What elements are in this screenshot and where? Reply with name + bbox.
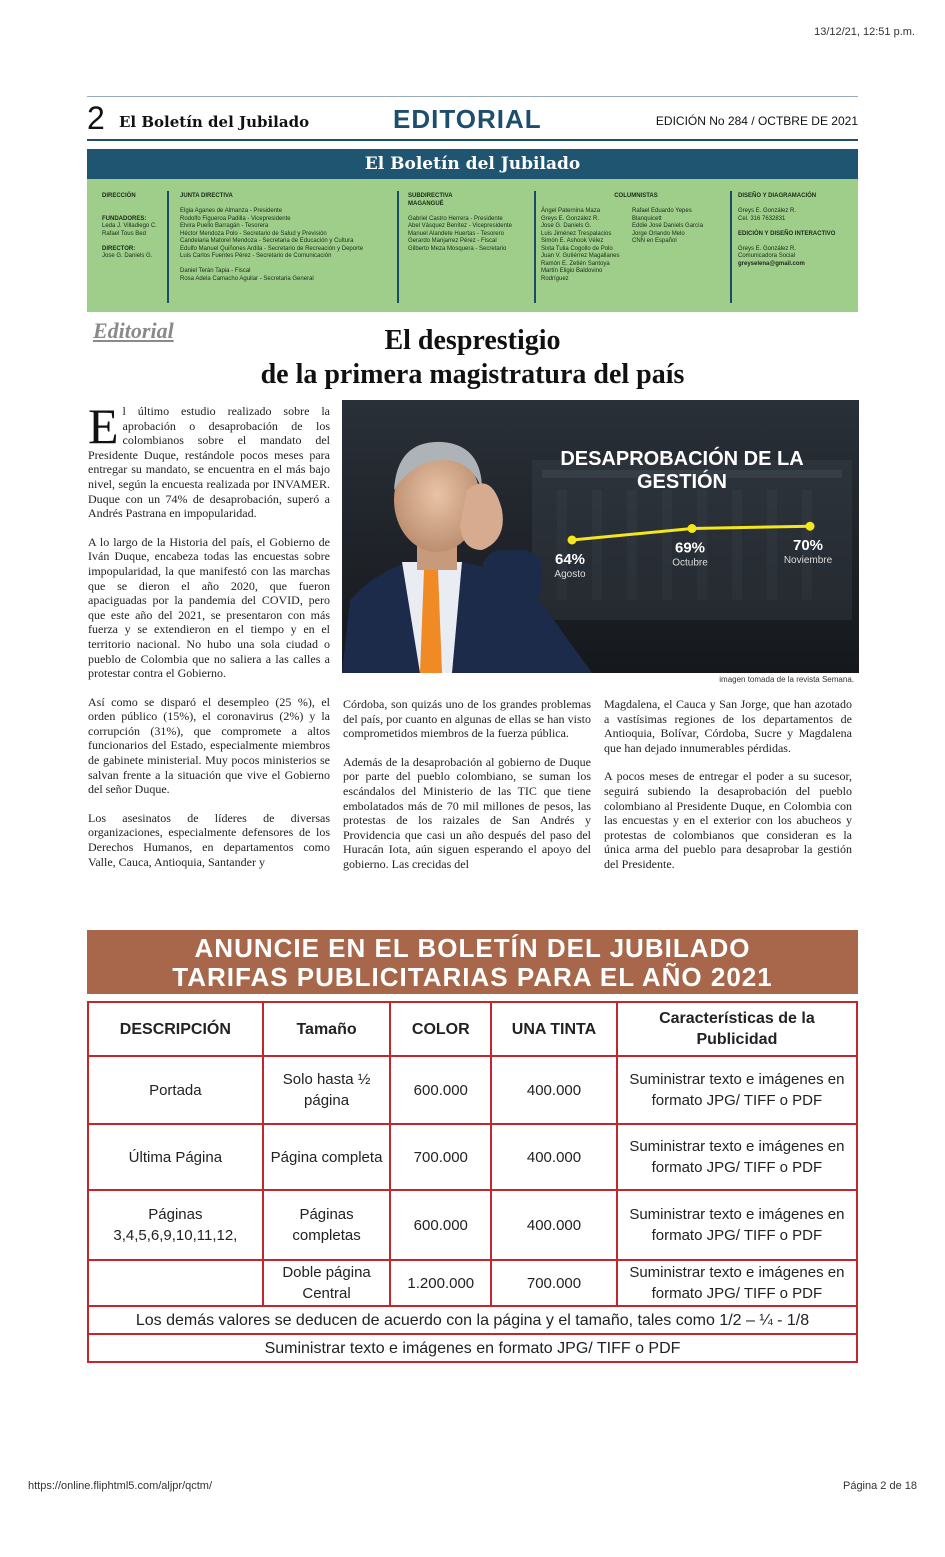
credits-columnistas — [541, 193, 731, 282]
table-header: UNA TINTA — [491, 1002, 617, 1056]
brand-name: El Boletín del Jubilado — [119, 113, 310, 131]
table-cell: 400.000 — [491, 1190, 617, 1260]
rates-table — [87, 1001, 858, 1363]
credits-line: Greys E. González R. — [738, 245, 797, 252]
credits-line: Sixta Tulia Cogollo de Polo — [541, 245, 613, 252]
credits-heading: JUNTA DIRECTIVA — [180, 193, 233, 199]
table-header-row — [88, 1002, 857, 1056]
top-rule — [87, 96, 858, 97]
credits-line: Martín Eligio Baldovino — [541, 268, 603, 274]
credits-line: Cel. 316 7632831 — [738, 215, 786, 222]
table-header: Tamaño — [263, 1002, 391, 1056]
credits-line: Ramón E. Zetién Santoya — [541, 260, 610, 267]
credits-diseno — [738, 193, 853, 268]
credits-line: Jorge Orlando Melo — [632, 230, 685, 237]
table-note-row — [88, 1306, 857, 1334]
credits-divider — [167, 191, 169, 303]
table-cell: Página completa — [263, 1124, 391, 1190]
credits-line: Ángel Paternina Maza — [541, 208, 601, 214]
infographic-title: DESAPROBACIÓN DE LA GESTIÓN — [560, 448, 804, 493]
table-cell: Suministrar texto e imágenes en formato JPG/ TIFF o PDF — [617, 1124, 857, 1190]
table-cell: Última Página — [88, 1124, 263, 1190]
trend-point — [568, 536, 577, 545]
trend-value-label: 64% — [554, 551, 586, 568]
table-row — [88, 1260, 857, 1306]
credits-line: Rodolfo Figueroa Padilla - Vicepresidente — [180, 215, 291, 222]
table-row — [88, 1124, 857, 1190]
print-date: 13/12/21, 12:51 p.m. — [814, 26, 915, 38]
table-cell: 1.200.000 — [390, 1260, 491, 1306]
credits-heading: DISEÑO Y DIAGRAMACIÓN — [738, 193, 817, 199]
credits-line: Luis Jiménez Trespalacios — [541, 230, 612, 237]
table-cell: Suministrar texto e imágenes en formato JPG/ TIFF o PDF — [617, 1260, 857, 1306]
header-rule — [87, 139, 858, 141]
table-note: Suministrar texto e imágenes en formato JPG/ TIFF o PDF — [88, 1334, 857, 1362]
table-cell: Solo hasta ½ página — [263, 1056, 391, 1124]
credits-line: Luis Carlos Fuentes Pérez - Secretario de Comunicación — [180, 253, 332, 259]
credits-direccion — [102, 193, 164, 261]
table-header: DESCRIPCIÓN — [88, 1002, 263, 1056]
credits-line: Rodríguez — [541, 275, 569, 282]
table-cell: 700.000 — [491, 1260, 617, 1306]
print-url[interactable]: https://online.fliphtml5.com/aljpr/qctm/ — [28, 1480, 213, 1492]
credits-heading: DIRECCIÓN — [102, 193, 136, 199]
table-cell: 400.000 — [491, 1056, 617, 1124]
credits-subdirectiva — [408, 193, 526, 253]
credits-line: Gerardo Manjarrez Pérez - Fiscal — [408, 238, 497, 244]
table-cell: Páginas 3,4,5,6,9,10,11,12, — [88, 1190, 263, 1260]
table-cell: Doble página Central — [263, 1260, 391, 1306]
table-cell: 600.000 — [390, 1190, 491, 1260]
table-note-row — [88, 1334, 857, 1362]
credits-line: Leda J. Villadiego C. — [102, 223, 157, 229]
trend-month-label: Noviembre — [783, 555, 833, 567]
credits-line: Manuel Alandete Huertas - Tesorero — [408, 230, 504, 237]
table-row — [88, 1190, 857, 1260]
trend-value-label: 70% — [792, 537, 824, 555]
table-cell: 600.000 — [390, 1056, 491, 1124]
credits-divider — [534, 191, 536, 303]
article-paragraph: A lo largo de la Historia del país, el Gobierno de Iván Duque, encabeza todas las encuestas sobre impopularidad, la que manifestó con las marchas que se dieron el año 2020, que fueron apaciguadas por la pandemia del COVID, pero que este año del 2021, se presentaron con más fuerza y se extendieron en el tiempo y en el territorio nacional. No hubo una sola ciudad o pueblo de Colombia que no saliera a las calles a protestar contra el Gobierno. — [88, 534, 330, 681]
credits-line: Juan V. Gutiérrez Magallanes — [541, 253, 620, 259]
table-header: COLOR — [390, 1002, 491, 1056]
credits-line: Rafael Tous Bed — [102, 230, 146, 237]
page-number: 2 — [87, 100, 105, 136]
article-paragraph: Magdalena, el Cauca y San Jorge, que han azotado a vastísimas regiones de los departamentos de Antioquia, Bolívar, Córdoba, Sucre y Magdalena que han dejado innumerables pérdidas. — [604, 697, 852, 755]
print-page-count: Página 2 de 18 — [842, 1480, 917, 1492]
article-column-1 — [88, 398, 330, 883]
trend-month-label: Octubre — [672, 557, 708, 569]
trend-point — [806, 522, 815, 531]
credits-line: Rafael Eduardo Yepes — [632, 208, 692, 214]
credits-subheading: DIRECTOR: — [102, 245, 136, 252]
credits-line: Rosa Adela Camacho Aguilar - Secretaria General — [180, 275, 314, 282]
dropcap: E — [88, 398, 119, 454]
credits-line: Blanquicett — [632, 215, 662, 222]
trend-month-label: Agosto — [554, 569, 586, 580]
article-column-2 — [343, 697, 591, 886]
article-paragraph: Córdoba, son quizás uno de los grandes problemas del país, por cuanto en algunas de ellas se han visto comprometidos miembros de la fuerza pública. — [343, 697, 591, 741]
article-paragraph: Los asesinatos de líderes de diversas organizaciones, especialmente defensores de los Derechos Humanos, en departamentos como Valle, Cauca, Antioquia, Santander y — [88, 810, 330, 869]
credits-line: Simón E. Ashook Vélez — [541, 238, 604, 244]
ad-banner — [87, 930, 858, 994]
article-paragraph: Además de la desaprobación al gobierno de Duque por parte del pueblo colombiano, se suman los escándalos del Ministerio de las TIC que tiene embolatados más de 70 mil millones de pesos, las protestas de los raizales de San Andrés y Providencia que casi un año después del paso del Huracán Iota, aún siguen esperando el apoyo del gobierno. Las crecidas del — [343, 754, 591, 871]
credits-line: CNN en Español — [632, 238, 677, 244]
credits-line: Greys E. González R. — [541, 215, 600, 222]
page-header — [87, 100, 858, 138]
table-row — [88, 1056, 857, 1124]
credits-heading: EDICIÓN Y DISEÑO INTERACTIVO — [738, 230, 836, 237]
credits-line: Candelaria Matorel Mendoza - Secretaria de Educación y Cultura — [180, 238, 354, 244]
credits-line: Edulfo Manuel Quiñones Ardila - Secretario de Recreación y Deporte — [180, 245, 364, 252]
article-paragraph: El último estudio realizado sobre la aprobación o desaprobación de los colombianos sobre el mandato del Presidente Duque, restándole pocos meses para entregar su mandato, se encuentra en el más bajo nivel, según la encuesta realizada por INVAMER. Duque con un 74% de desaprobación, superó a Andrés Pastrana en impopularidad. — [88, 398, 330, 521]
credits-email: greyselena@gmail.com — [738, 260, 805, 267]
credits-divider — [397, 191, 399, 303]
table-cell: 400.000 — [491, 1124, 617, 1190]
table-header: Características de la Publicidad — [617, 1002, 857, 1056]
table-cell: Suministrar texto e imágenes en formato JPG/ TIFF o PDF — [617, 1056, 857, 1124]
table-cell: 700.000 — [390, 1124, 491, 1190]
article-column-3 — [604, 697, 852, 886]
credits-heading: SUBDIRECTIVA — [408, 193, 453, 199]
credits-line: Abel Vásquez Benítez - Vicepresidente — [408, 223, 512, 229]
credits-divider — [730, 191, 732, 303]
article-paragraph: Así como se disparó el desempleo (25 %), el orden público (15%), el coronavirus (2%) y la corrupción (31%), que compromete a altos funcionarios del Estado, especialmente miembros de gabinete ministerial. Muy pocos ministerios se salvan frente a la situación que vive el Gobierno del señor Duque. — [88, 694, 330, 797]
credits-line: Eddie José Daniels García — [632, 223, 704, 229]
credits-line: Jose G. Daniels G. — [102, 253, 153, 259]
masthead-credits — [87, 179, 858, 312]
masthead-title: El Boletín del Jubilado — [87, 149, 858, 179]
photo-caption: imagen tomada de la revista Semana. — [719, 675, 854, 684]
credits-line: Jose G. Daniels G. — [541, 223, 592, 229]
trend-chart — [342, 400, 859, 673]
trend-point — [688, 524, 697, 533]
article-paragraph: A pocos meses de entregar el poder a su sucesor, seguirá subiendo la desaprobación del pueblo colombiano al Presidente Duque, en Colombia con las encuestas y en el exterior con los abucheos y protestas de colombianos que consideran es la única arma del pueblo para desaprobar la gestión del Presidente. — [604, 769, 852, 871]
credits-line: Héctor Mendoza Polo - Secretario de Salud y Previsión — [180, 230, 327, 237]
credits-line: Gilberto Meza Mosquera - Secretario — [408, 245, 507, 252]
section-title: EDITORIAL — [393, 104, 542, 134]
credits-line: Greys E. González R. — [738, 208, 797, 214]
credits-line: Elgia Aganes de Almanza - Presidente — [180, 208, 283, 214]
credits-line: Elvira Puello Barragán - Tesorera — [180, 223, 269, 229]
table-note: Los demás valores se deducen de acuerdo con la página y el tamaño, tales como 1/2 – ¼ - 1/8 — [88, 1306, 857, 1334]
credits-heading: COLUMNISTAS — [614, 193, 658, 199]
credits-line: Gabriel Castro Herrera - Presidente — [408, 215, 503, 222]
article-headline — [87, 324, 858, 392]
table-cell: Suministrar texto e imágenes en formato JPG/ TIFF o PDF — [617, 1190, 857, 1260]
table-cell — [88, 1260, 263, 1306]
ad-banner-line-1: ANUNCIE EN EL BOLETÍN DEL JUBILADO — [194, 933, 751, 963]
edition-info: EDICIÓN No 284 / OCTBRE DE 2021 — [655, 114, 858, 128]
article-photo — [342, 400, 859, 673]
table-cell: Portada — [88, 1056, 263, 1124]
table-cell: Páginas completas — [263, 1190, 391, 1260]
credits-junta — [180, 193, 395, 283]
headline-line-1: El desprestigio — [384, 325, 561, 356]
editorial-kicker: Editorial — [93, 318, 174, 343]
credits-subheading: FUNDADORES: — [102, 215, 147, 222]
headline-line-2: de la primera magistratura del país — [260, 359, 685, 390]
credits-line: Daniel Terán Tapia - Fiscal — [180, 268, 251, 274]
trend-value-label: 69% — [674, 539, 706, 557]
ad-banner-line-2: TARIFAS PUBLICITARIAS PARA EL AÑO 2021 — [172, 962, 773, 992]
credits-line: Comunicadora Social — [738, 253, 796, 259]
credits-heading: MAGANGUÉ — [408, 200, 444, 207]
